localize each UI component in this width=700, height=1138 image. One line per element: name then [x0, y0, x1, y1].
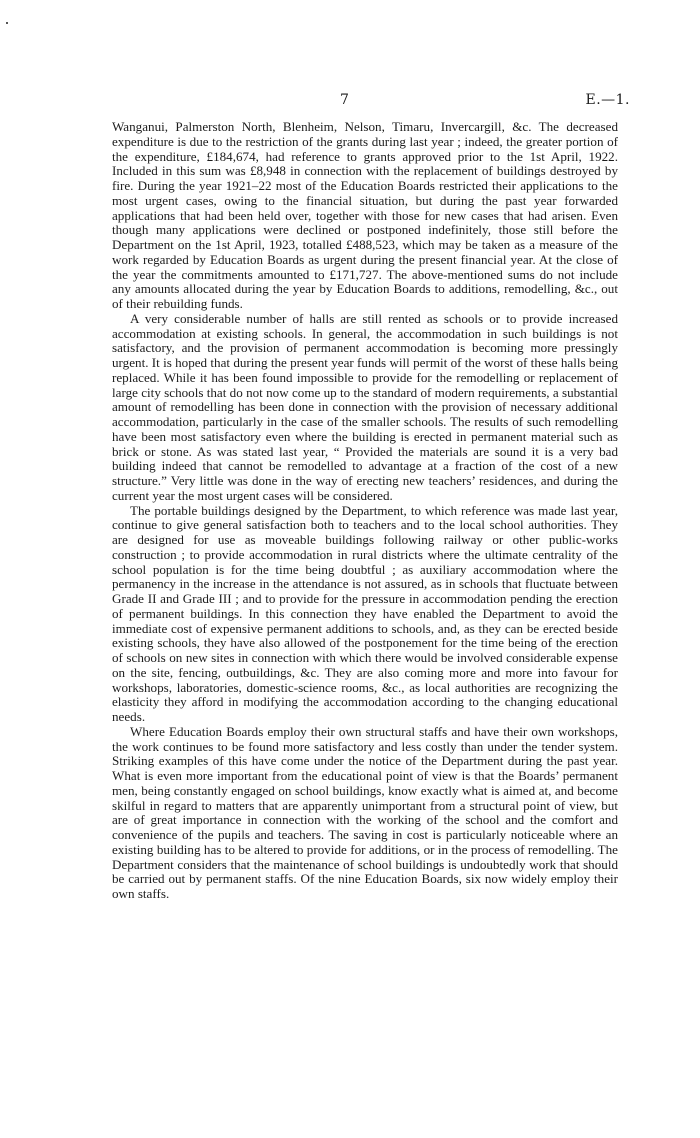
paragraph-3: The portable buildings designed by the Department, to which reference was made last year, continue to give general satisfaction both to teachers and to the local school authorities. They are designed for use as moveable buildings following railway or other public-works construction ; to provide accommodation in rural districts where the ultimate centrality of the school population is for the time being doubtful ; as auxiliary accommodation where the permanency in the increase in the attendance is not assured, as in schools that fluctuate between Grade II and Grade III ; and to provide for the pressure in accommodation pending the erection of permanent buildings. In this connection they have enabled the Department to avoid the immediate cost of expensive permanent additions to schools, and, as they can be erected beside existing schools, they have also allowed of the postponement for the time being of the erection of schools on new sites in connection with which there would be involved considerable expense on the site, fencing, outbuildings, &c. They are also coming more and more into favour for workshops, laboratories, domestic-science rooms, &c., as local authorities are recognizing the elasticity they afford in modifying the accommodation according to the changing educational needs.	[112, 502, 618, 724]
paragraph-1: Wanganui, Palmerston North, Blenheim, Nelson, Timaru, Invercargill, &c. The decreased expenditure is due to the restriction of the grants during last year ; indeed, the greater portion of the expenditure, £184,674, had reference to grants approved prior to the 1st April, 1922. Included in this sum was £8,948 in connection with the replacement of buildings destroyed by fire. During the year 1921–22 most of the Education Boards restricted their applications to the most urgent cases, owing to the financial situation, but during the past year forwarded applications that had been held over, together with those for new cases that had arisen. Even though many applications were declined or postponed indefinitely, those still before the Department on the 1st April, 1923, totalled £488,523, which may be taken as a measure of the work regarded by Education Boards as urgent during the present financial year. At the close of the year the commitments amounted to £171,727. The above-mentioned sums do not include any amounts allocated during the year by Education Boards to additions, remodelling, &c., out of their rebuilding funds.	[112, 119, 618, 311]
scan-speck	[6, 22, 8, 24]
page-header	[0, 92, 700, 112]
paragraph-2: A very considerable number of halls are still rented as schools or to provide increased accommodation at existing schools. In general, the accommodation in such buildings is not satisfactory, and the provision of permanent accommodation is becoming more pressingly urgent. It is hoped that during the present year funds will permit of the worst of these halls being replaced. While it has been found impossible to provide for the remodelling or replacement of large city schools that do not now come up to the standard of modern requirements, a substantial amount of remodelling has been done in connection with the provision of necessary additional accommodation, particularly in the case of the smaller schools. The results of such remodelling have been most satisfactory even where the building is erected in permanent material such as brick or stone. As was stated last year, “ Provided the materials are sound it is a very bad building indeed that cannot be remodelled to advantage at a fraction of the cost of a new structure.” Very little was done in the way of erecting new teachers’ residences, and during the current year the most urgent cases will be considered.	[112, 310, 618, 503]
report-code: E.—1.	[585, 92, 630, 108]
body-text	[112, 120, 618, 902]
page-number: 7	[340, 92, 349, 108]
paragraph-4: Where Education Boards employ their own structural staffs and have their own workshops, the work continues to be found more satisfactory and less costly than under the tender system. Striking examples of this have come under the notice of the Department during the past year. What is even more important from the educational point of view is that the Boards’ permanent men, being constantly engaged on school buildings, know exactly what is aimed at, and become skilful in regard to matters that are apparently unimportant from a structural point of view, but are of great importance in connection with the working of the school and the comfort and convenience of the pupils and teachers. The saving in cost is particularly noticeable where an existing building has to be altered to provide for additions, or in the process of remodelling. The Department considers that the maintenance of school buildings is undoubtedly work that should be carried out by permanent staffs. Of the nine Education Boards, six now widely employ their own staffs.	[112, 723, 618, 901]
